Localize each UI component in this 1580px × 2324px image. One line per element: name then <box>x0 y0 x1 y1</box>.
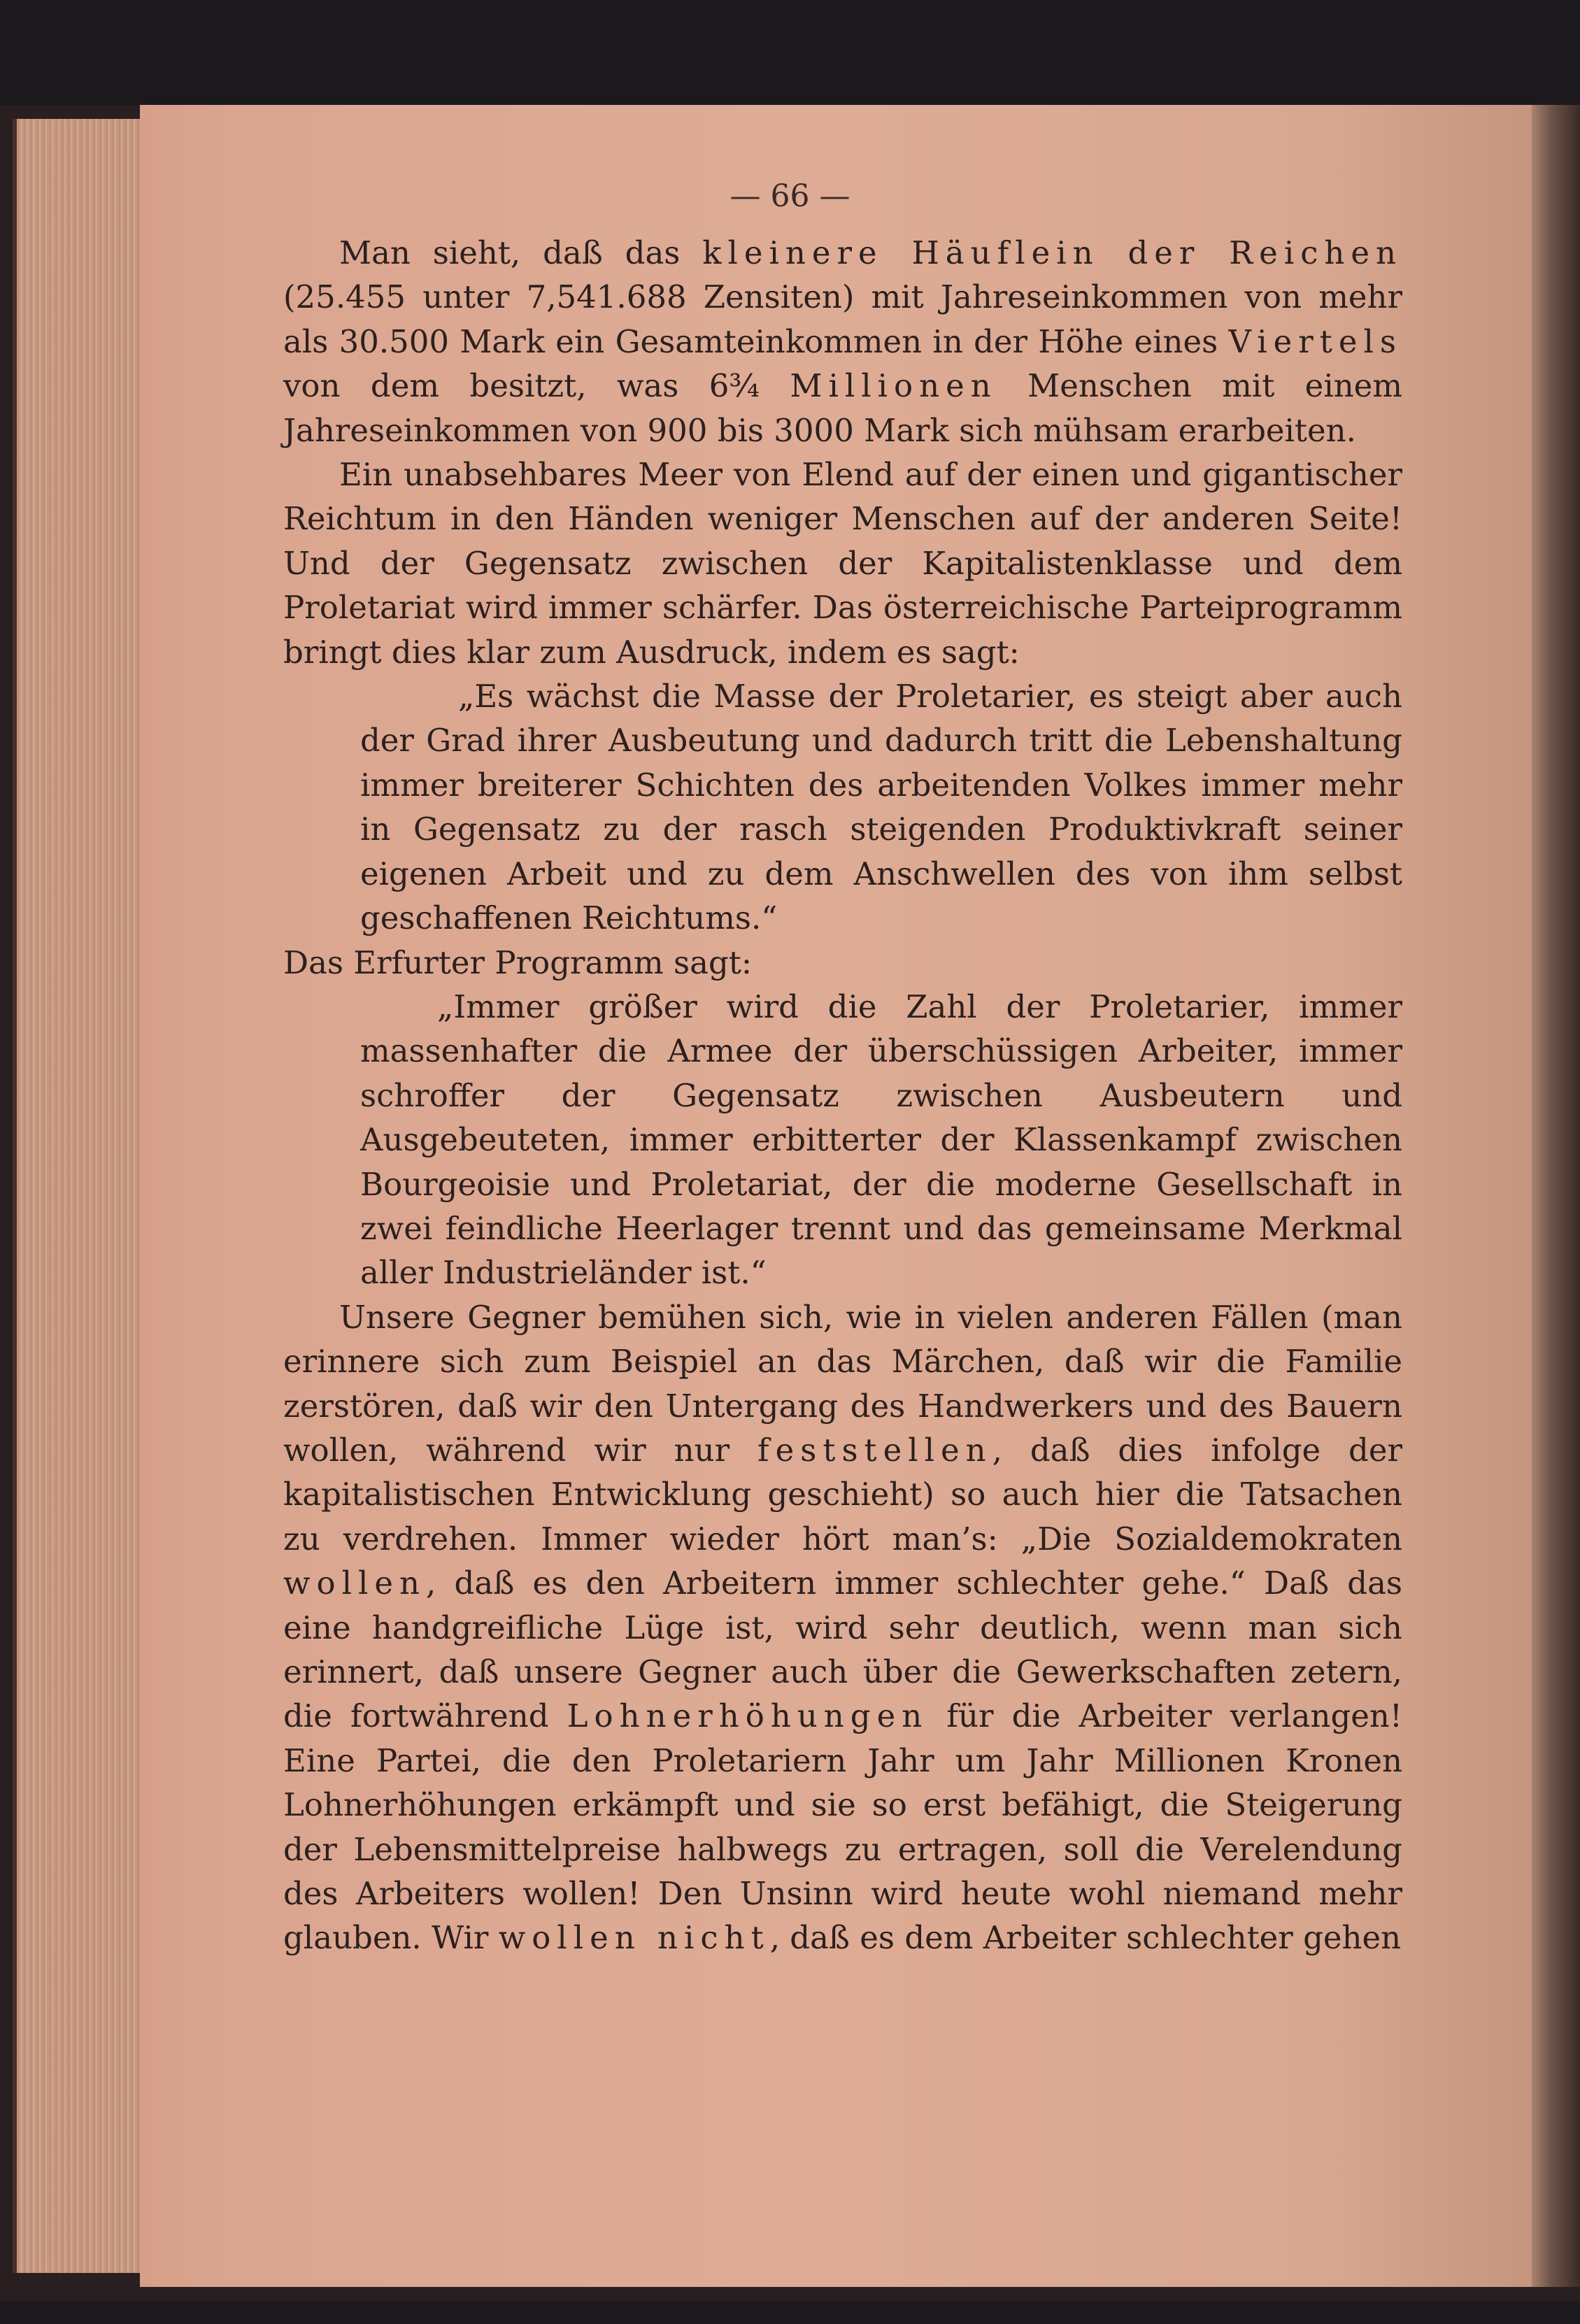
text-run: Das Erfurter Programm sagt: <box>283 943 752 981</box>
text-run: Menschen mit einem Jahreseinkommen von 900 bis 3000 Mark sich mühsam erarbeiten. <box>283 367 1402 449</box>
spaced-emphasis: Millionen <box>790 367 997 405</box>
text-run: (25.455 unter 7,541.688 Zensiten) mit Jahreseinkommen von mehr als 30.500 Mark ein Gesamteinkommen in der Höhe eines <box>283 278 1402 360</box>
block-quote <box>360 674 1402 940</box>
paragraph <box>283 1295 1402 1960</box>
text-run: , daß dies infolge der kapitalistischen Entwicklung geschieht) so auch hier die Tatsachen zu verdrehen. Immer wieder hört man’s: „Die Sozialdemokraten <box>283 1431 1402 1557</box>
text-run: , daß es dem Arbeiter schlechter gehen <box>769 1919 1402 1957</box>
block-quote <box>360 985 1402 1295</box>
text-run: Ein unabsehbares Meer von Elend auf der einen und gigantischer Reichtum in den Händen weniger Menschen auf der anderen Seite! Und der Gegensatz zwischen der Kapitalistenklasse und dem Proletariat wird immer schärfer. Das österreichische Parteiprogramm bringt dies klar zum Ausdruck, indem es sagt: <box>283 456 1402 671</box>
spaced-emphasis: wollen <box>283 1564 427 1602</box>
paragraph <box>283 231 1402 452</box>
text-run: , daß es den Arbeitern immer schlechter gehe.“ Daß das eine handgreifliche Lüge ist, wird sehr deutlich, wenn man sich erinnert, daß unsere Gegner auch über die Gewerkschaften zetern, die fortwährend <box>283 1564 1402 1735</box>
text-run: für die Arbeiter verlangen! Eine Partei, die den Proletariern Jahr um Jahr Millionen Kronen Lohnerhöhungen erkämpft und sie so erst befähigt, die Steigerung der Lebensmittelpreise halbwegs zu ertragen, soll die Verelendung des Arbeiters wollen! Den Unsinn wird heute wohl niemand mehr glauben. Wir <box>283 1697 1402 1957</box>
page-number: — 66 — <box>729 178 851 214</box>
spaced-emphasis: wollen nicht <box>498 1919 770 1957</box>
body-text <box>283 231 1402 1960</box>
paragraph <box>283 941 1402 985</box>
spaced-emphasis: feststellen <box>757 1431 992 1469</box>
text-run: Man sieht, daß das <box>339 234 703 271</box>
text-run: „Immer größer wird die Zahl der Proletarier, immer massenhafter die Armee der überschüssigen Arbeiter, immer schroffer der Gegensatz zwischen Ausbeutern und Ausgebeuteten, immer erbitterter der Klassenkampf zwischen Bourgeoisie und Proletariat, der die moderne Gesellschaft in zwei feindliche Heerlager trennt und das gemeinsame Merkmal aller Industrieländer ist.“ <box>360 988 1402 1292</box>
book-gutter <box>1532 105 1580 2287</box>
spaced-emphasis: Viertels <box>1228 322 1402 360</box>
text-run: Unsere Gegner bemühen sich, wie in vielen anderen Fällen (man erinnere sich zum Beispiel an das Märchen, daß wir die Familie zerstören, daß wir den Untergang des Handwerkers und des Bauern wollen, während wir nur <box>283 1298 1402 1469</box>
page-edges <box>13 119 157 2273</box>
spaced-emphasis: kleinere Häuflein der Reichen <box>702 234 1403 271</box>
text-run: „Es wächst die Masse der Proletarier, es steigt aber auch der Grad ihrer Ausbeutung und dadurch tritt die Lebenshaltung immer breiterer Schichten des arbeitenden Volkes immer mehr in Gegensatz zu der rasch steigenden Produktivkraft seiner eigenen Arbeit und zu dem Anschwellen des von ihm selbst geschaffenen Reichtums.“ <box>360 678 1402 937</box>
text-run: von dem besitzt, was 6¾ <box>283 367 790 405</box>
spaced-emphasis: Lohnerhöhungen <box>567 1697 929 1735</box>
paragraph <box>283 452 1402 674</box>
